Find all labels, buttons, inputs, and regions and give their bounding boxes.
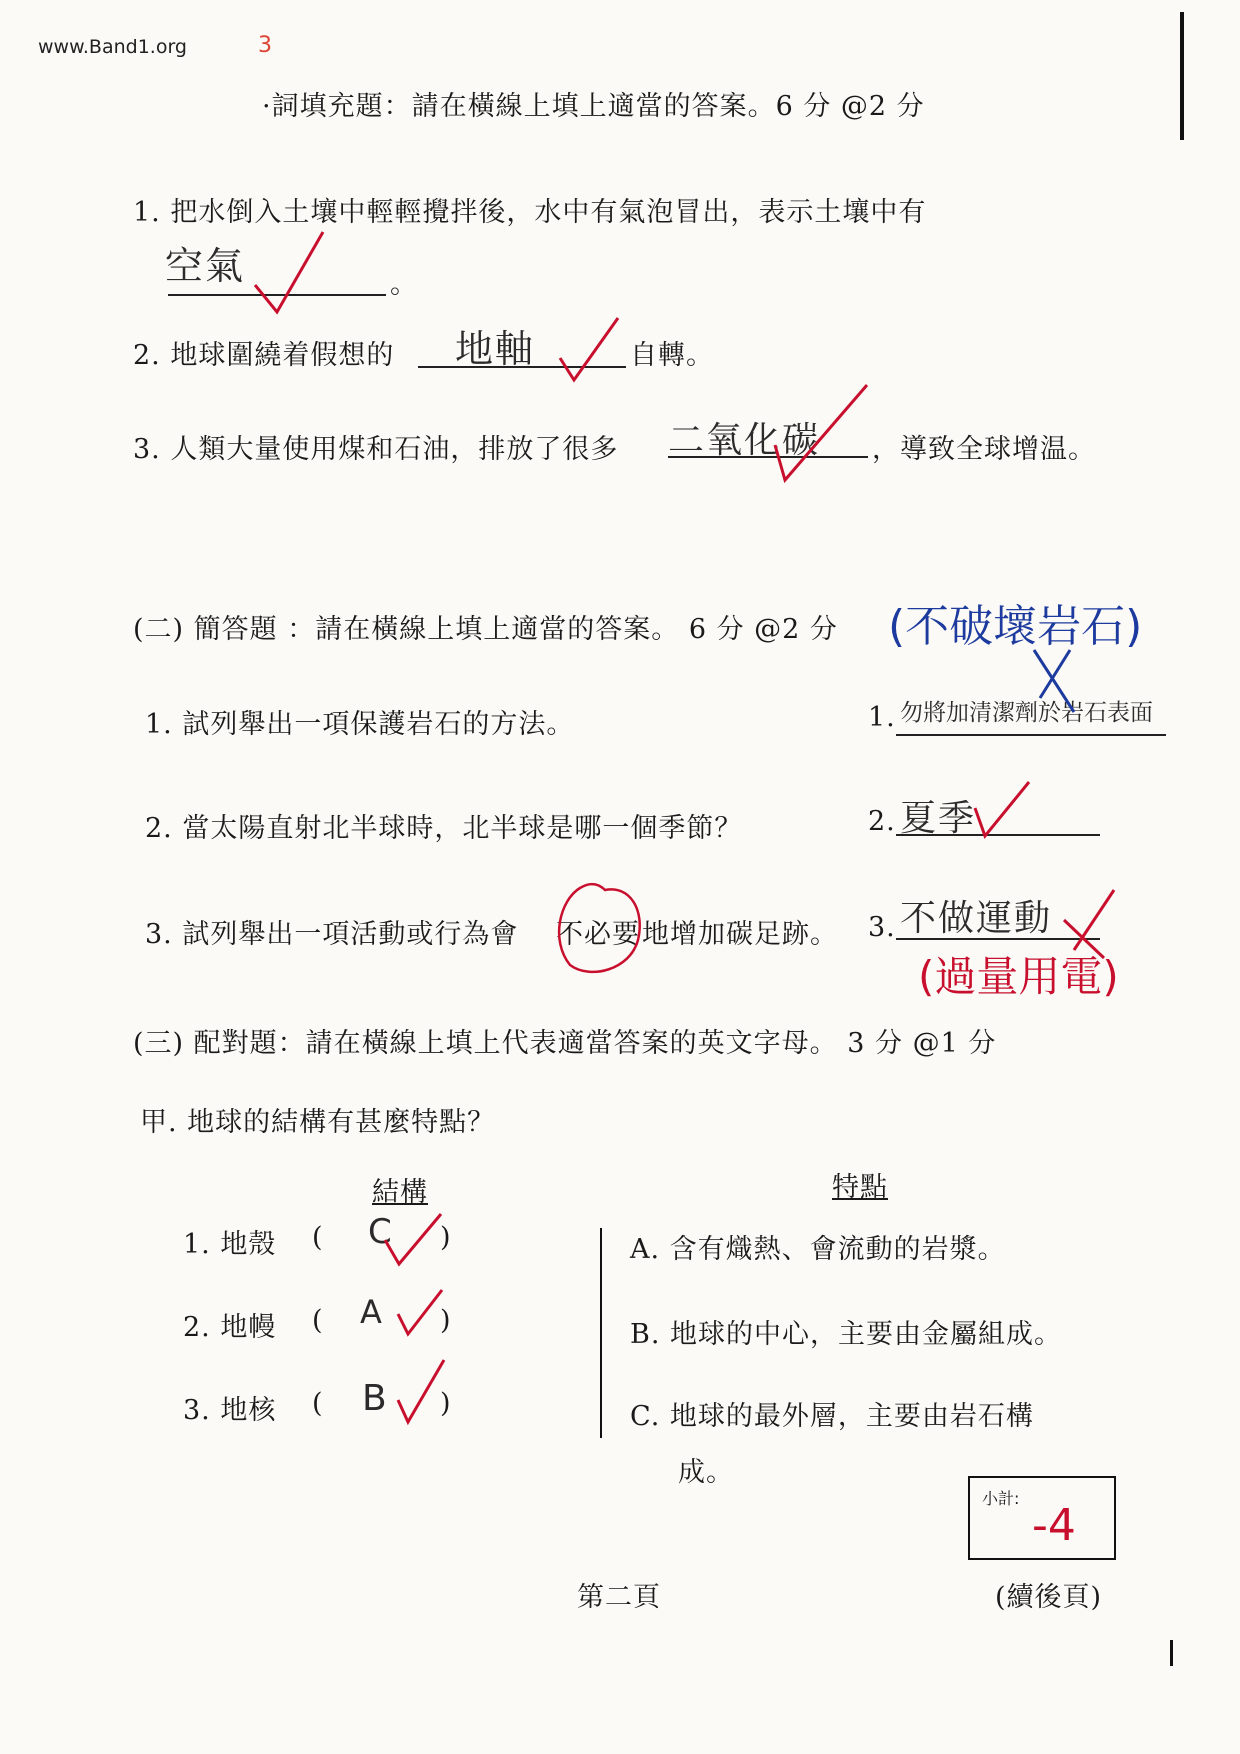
feature-b: B. 地球的中心，主要由金屬組成。: [630, 1319, 1063, 1350]
s1-q2-suffix: 自轉。: [630, 340, 714, 371]
section3-subtitle: 甲. 地球的結構有甚麼特點？: [140, 1107, 496, 1138]
s2-q2-answer: 夏季: [900, 798, 977, 839]
structure-3-check-icon: [398, 1360, 448, 1430]
structure-3-label: 3. 地核: [183, 1395, 277, 1426]
s2-correction-top: (不破壞岩石): [888, 601, 1143, 652]
feature-c-cont: 成。: [678, 1457, 734, 1488]
s2-q1-text: 1. 試列舉出一項保護岩石的方法。: [145, 709, 575, 740]
s2-q3-text-circled: 不必要: [556, 919, 640, 950]
s1-q1-end: 。: [390, 269, 418, 300]
s2-q1-num: 1.: [868, 702, 896, 733]
structure-3-open: (: [312, 1388, 324, 1419]
structure-3-answer: B: [362, 1378, 389, 1419]
structure-2-close: ): [440, 1305, 452, 1336]
s1-q2-answer: 地軸: [455, 327, 536, 371]
s2-q3-circle-icon: [550, 880, 650, 980]
s1-q2-check-icon: [560, 318, 630, 388]
s2-q3-num: 3.: [868, 912, 896, 943]
feature-a: A. 含有熾熱、會流動的岩漿。: [630, 1234, 1006, 1265]
structure-3-close: ): [440, 1388, 452, 1419]
s2-q2-text: 2. 當太陽直射北半球時，北半球是哪一個季節？: [145, 813, 743, 844]
section3-title: (三) 配對題：請在橫線上填上代表適當答案的英文字母。 3 分 @1 分: [133, 1028, 997, 1059]
site-url: www.Band1.org: [38, 36, 187, 58]
s1-q1-text: 1. 把水倒入土壤中輕輕攪拌後，水中有氣泡冒出，表示土壤中有: [133, 197, 927, 228]
col-structure-header: 結構: [372, 1177, 428, 1208]
s1-q2-prefix: 2. 地球圍繞着假想的: [133, 340, 395, 371]
footer-continue: (續後頁): [995, 1582, 1103, 1613]
column-divider: [600, 1228, 602, 1438]
s2-q2-check-icon: [975, 782, 1035, 842]
s1-q3-answer: 二氧化碳: [668, 420, 821, 461]
structure-1-check-icon: [385, 1212, 445, 1272]
page-edge-line: [1180, 12, 1184, 140]
s1-q1-check-icon: [255, 230, 335, 320]
structure-2-answer: A: [360, 1293, 384, 1331]
s1-q3-suffix: ，導致全球增温。: [872, 434, 1096, 465]
s2-q1-cross-icon: [1030, 648, 1080, 718]
subtotal-value: -4: [1032, 1500, 1076, 1551]
s2-q1-blank: [896, 734, 1166, 736]
s2-q2-num: 2.: [868, 806, 896, 837]
section2-title: (二) 簡答題 ：請在橫線上填上適當的答案。 6 分 @2 分: [133, 614, 838, 645]
feature-c: C. 地球的最外層，主要由岩石構: [630, 1401, 1034, 1432]
structure-1-answer: C: [368, 1212, 394, 1252]
subtotal-label: 小計:: [982, 1489, 1020, 1508]
s2-q3-text-before: 3. 試列舉出一項活動或行為會: [145, 919, 519, 950]
s2-q3-correction: (過量用電): [918, 952, 1119, 1001]
structure-1-close: ): [440, 1222, 452, 1253]
s2-q1-answer: 勿將加清潔劑於岩石表面: [900, 700, 1153, 726]
s1-q3-prefix: 3. 人類大量使用煤和石油，排放了很多: [133, 434, 619, 465]
structure-2-check-icon: [398, 1290, 448, 1340]
section1-title: ·詞填充題：請在橫線上填上適當的答案。6 分 @2 分: [262, 91, 925, 122]
structure-2-open: (: [312, 1305, 324, 1336]
footer-page: 第二頁: [577, 1582, 661, 1613]
s2-q3-answer: 不做運動: [900, 898, 1053, 939]
page-number: 3: [258, 33, 272, 58]
structure-1-label: 1. 地殼: [183, 1229, 277, 1260]
s2-q3-text-after: 地增加碳足跡。: [642, 919, 838, 950]
s1-q3-check-icon: [775, 385, 875, 485]
subtotal-box: [968, 1476, 1116, 1560]
col-feature-header: 特點: [832, 1172, 888, 1203]
structure-1-open: (: [312, 1222, 324, 1253]
structure-2-label: 2. 地幔: [183, 1312, 277, 1343]
s1-q1-answer: 空氣: [165, 244, 246, 288]
page-edge-mark: [1170, 1640, 1173, 1666]
